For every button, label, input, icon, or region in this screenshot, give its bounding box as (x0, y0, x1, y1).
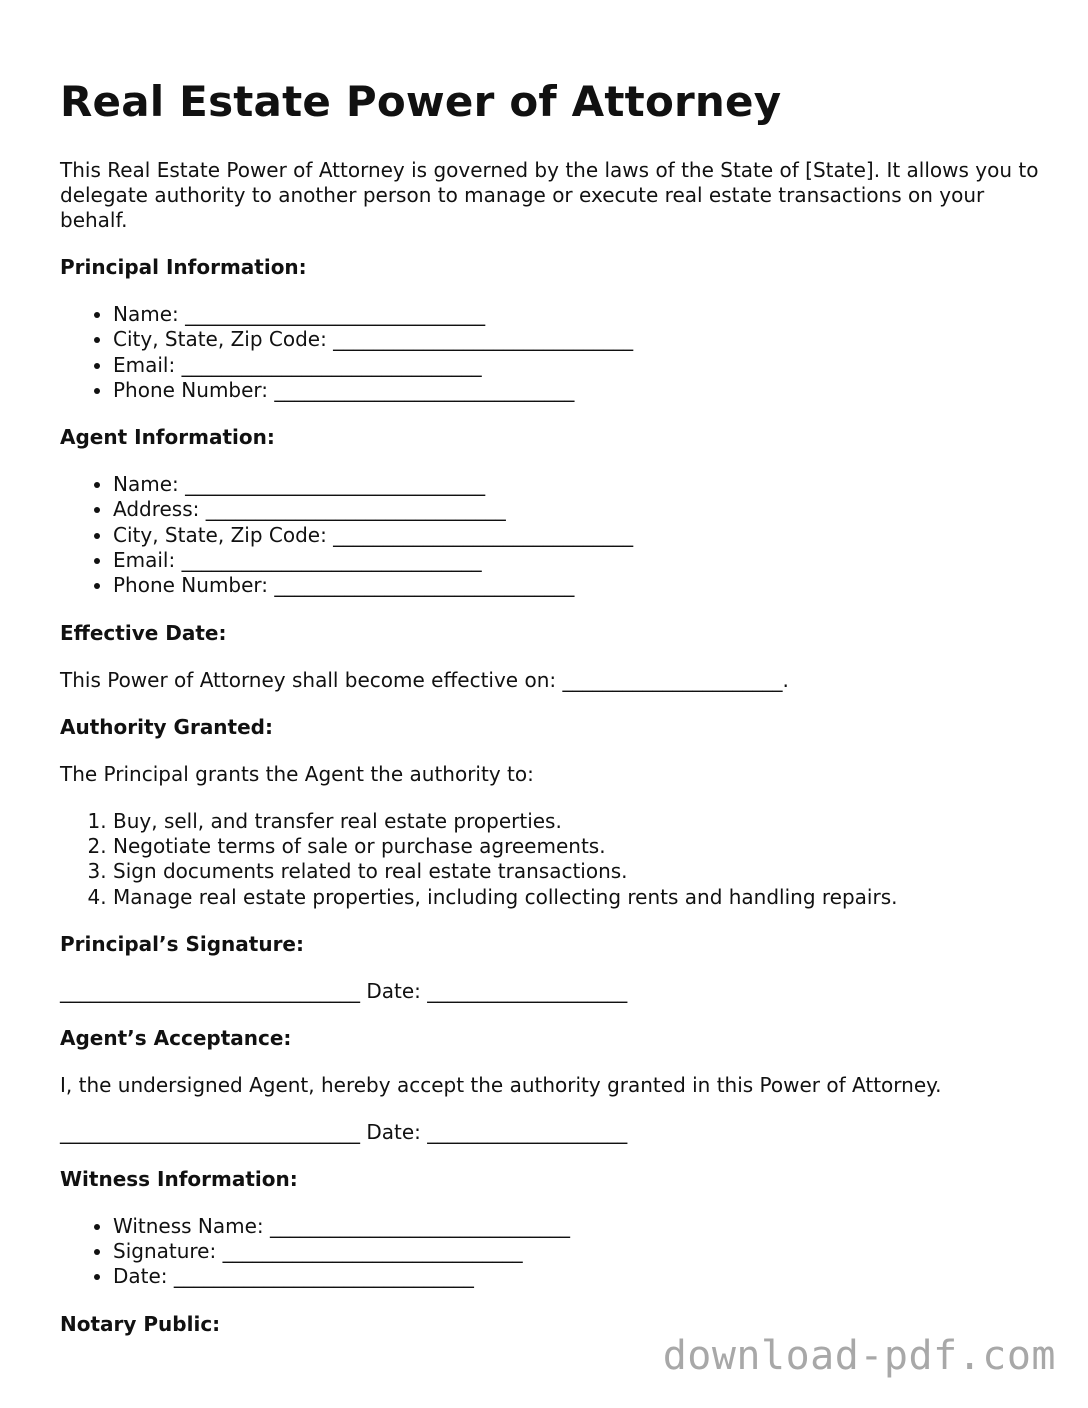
witness-date-field: • Date: ______________________________ (113, 1264, 1040, 1289)
effective-date-heading: Effective Date: (60, 620, 227, 645)
principal-phone-field: • Phone Number: ______________________________ (113, 378, 1040, 403)
intro-paragraph: This Real Estate Power of Attorney is governed by the laws of the State of [State]. It allows you to delegate authority to another person to manage or execute real estate transactions on your behalf. (60, 158, 1039, 232)
principal-heading: Principal Information: (60, 255, 307, 279)
principal-email-field: • Email: ______________________________ (113, 353, 1040, 378)
principal-signature-heading: Principal’s Signature: (60, 931, 304, 956)
principal-signature-line: ______________________________ Date: ____________________ (60, 978, 628, 1003)
watermark: download-pdf.com (662, 1333, 1056, 1379)
witness-name-field: • Witness Name: ______________________________ (113, 1214, 1040, 1239)
notary-heading: Notary Public: (60, 1311, 221, 1336)
authority-heading: Authority Granted: (60, 714, 273, 739)
agent-phone-field: • Phone Number: ______________________________ (113, 573, 1040, 598)
authority-item: 2. Negotiate terms of sale or purchase agreements. (113, 834, 1040, 859)
authority-item: 4. Manage real estate properties, including collecting rents and handling repairs. (113, 885, 1040, 910)
agent-signature-line: ______________________________ Date: ____________________ (60, 1119, 628, 1144)
document-title: Real Estate Power of Attorney (60, 77, 782, 126)
document-page (60, 74, 1040, 1337)
witness-signature-field: • Signature: ______________________________ (113, 1239, 1040, 1264)
witness-list (60, 1214, 1040, 1290)
principal-list (60, 302, 1040, 403)
agent-city-state-zip-field: • City, State, Zip Code: ______________________________ (113, 523, 1040, 548)
authority-intro-text: The Principal grants the Agent the authority to: (60, 761, 534, 786)
agent-list (60, 472, 1040, 598)
agent-name-field: • Name: ______________________________ (113, 472, 1040, 497)
authority-list (60, 809, 1040, 910)
agent-email-field: • Email: ______________________________ (113, 548, 1040, 573)
authority-item: 3. Sign documents related to real estate transactions. (113, 859, 1040, 884)
principal-city-state-zip-field: • City, State, Zip Code: ______________________________ (113, 327, 1040, 352)
agent-acceptance-text: I, the undersigned Agent, hereby accept the authority granted in this Power of Attorney. (60, 1072, 942, 1097)
agent-heading: Agent Information: (60, 425, 275, 450)
witness-heading: Witness Information: (60, 1166, 298, 1191)
effective-date-text: This Power of Attorney shall become effective on: ______________________. (60, 667, 789, 692)
principal-name-field: • Name: ______________________________ (113, 302, 1040, 327)
agent-acceptance-heading: Agent’s Acceptance: (60, 1025, 292, 1050)
authority-item: 1. Buy, sell, and transfer real estate properties. (113, 809, 1040, 834)
agent-address-field: • Address: ______________________________ (113, 497, 1040, 522)
